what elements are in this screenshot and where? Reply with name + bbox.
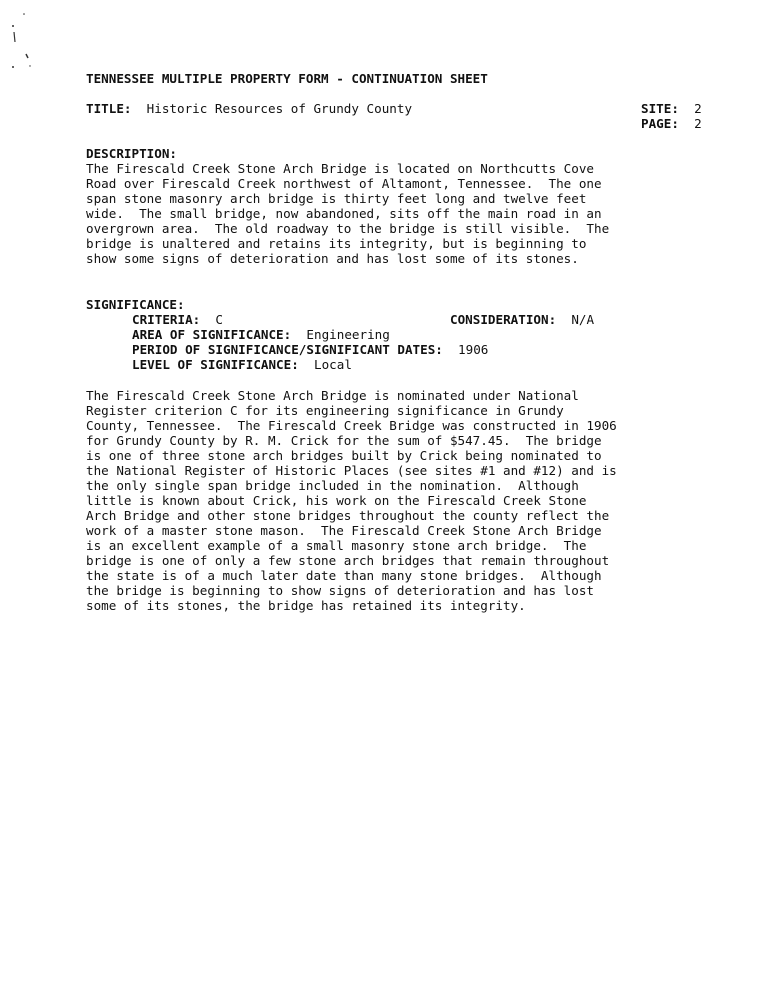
- criteria-label: CRITERIA:: [132, 312, 201, 327]
- description-heading: DESCRIPTION:: [86, 146, 177, 161]
- period-row: [132, 342, 488, 357]
- form-title: TENNESSEE MULTIPLE PROPERTY FORM - CONTINUATION SHEET: [86, 71, 488, 86]
- title-label: TITLE:: [86, 101, 132, 116]
- significance-line: The Firescald Creek Stone Arch Bridge is nominated under National: [86, 388, 579, 403]
- area-label: AREA OF SIGNIFICANCE:: [132, 327, 292, 342]
- level-row: [132, 357, 352, 372]
- scan-specks: [8, 10, 38, 72]
- site-value: 2: [694, 101, 702, 116]
- level-value: Local: [313, 357, 352, 372]
- significance-heading: SIGNIFICANCE:: [86, 297, 185, 312]
- consideration-value: N/A: [571, 312, 595, 327]
- site-label: SITE:: [641, 101, 679, 116]
- consideration-row: [450, 312, 594, 327]
- area-row: [132, 327, 390, 342]
- title-row: [86, 101, 412, 116]
- significance-line: for Grundy County by R. M. Crick for the sum of $547.45. The bridge: [86, 433, 602, 448]
- description-line: wide. The small bridge, now abandoned, sits off the main road in an: [86, 206, 602, 221]
- significance-line: some of its stones, the bridge has retained its integrity.: [86, 598, 526, 613]
- criteria-row: [132, 312, 223, 327]
- description-line: overgrown area. The old roadway to the bridge is still visible. The: [86, 221, 610, 236]
- significance-line: is an excellent example of a small masonry stone arch bridge. The: [86, 538, 587, 553]
- page-value: 2: [694, 116, 702, 131]
- significance-line: Register criterion C for its engineering significance in Grundy: [86, 403, 564, 418]
- level-label: LEVEL OF SIGNIFICANCE:: [132, 357, 299, 372]
- page-row: [641, 116, 702, 131]
- description-line: Road over Firescald Creek northwest of Altamont, Tennessee. The one: [86, 176, 602, 191]
- significance-line: County, Tennessee. The Firescald Creek Bridge was constructed in 1906: [86, 418, 617, 433]
- consideration-label: CONSIDERATION:: [450, 312, 557, 327]
- description-line: span stone masonry arch bridge is thirty feet long and twelve feet: [86, 191, 587, 206]
- significance-line: Arch Bridge and other stone bridges throughout the county reflect the: [86, 508, 610, 523]
- significance-line: little is known about Crick, his work on the Firescald Creek Stone: [86, 493, 587, 508]
- significance-line: the National Register of Historic Places (see sites #1 and #12) and is: [86, 463, 617, 478]
- significance-line: the bridge is beginning to show signs of deterioration and has lost: [86, 583, 594, 598]
- significance-line: the state is of a much later date than many stone bridges. Although: [86, 568, 602, 583]
- description-line: bridge is unaltered and retains its integrity, but is beginning to: [86, 236, 587, 251]
- page-label: PAGE:: [641, 116, 679, 131]
- site-row: [641, 101, 702, 116]
- significance-line: work of a master stone mason. The Firescald Creek Stone Arch Bridge: [86, 523, 602, 538]
- significance-line: is one of three stone arch bridges built by Crick being nominated to: [86, 448, 602, 463]
- description-line: The Firescald Creek Stone Arch Bridge is located on Northcutts Cove: [86, 161, 594, 176]
- significance-line: the only single span bridge included in the nomination. Although: [86, 478, 579, 493]
- significance-line: bridge is one of only a few stone arch bridges that remain throughout: [86, 553, 610, 568]
- title-value: Historic Resources of Grundy County: [146, 101, 413, 116]
- area-value: Engineering: [306, 327, 390, 342]
- period-label: PERIOD OF SIGNIFICANCE/SIGNIFICANT DATES:: [132, 342, 443, 357]
- description-line: show some signs of deterioration and has lost some of its stones.: [86, 251, 579, 266]
- criteria-value: C: [215, 312, 224, 327]
- period-value: 1906: [458, 342, 489, 357]
